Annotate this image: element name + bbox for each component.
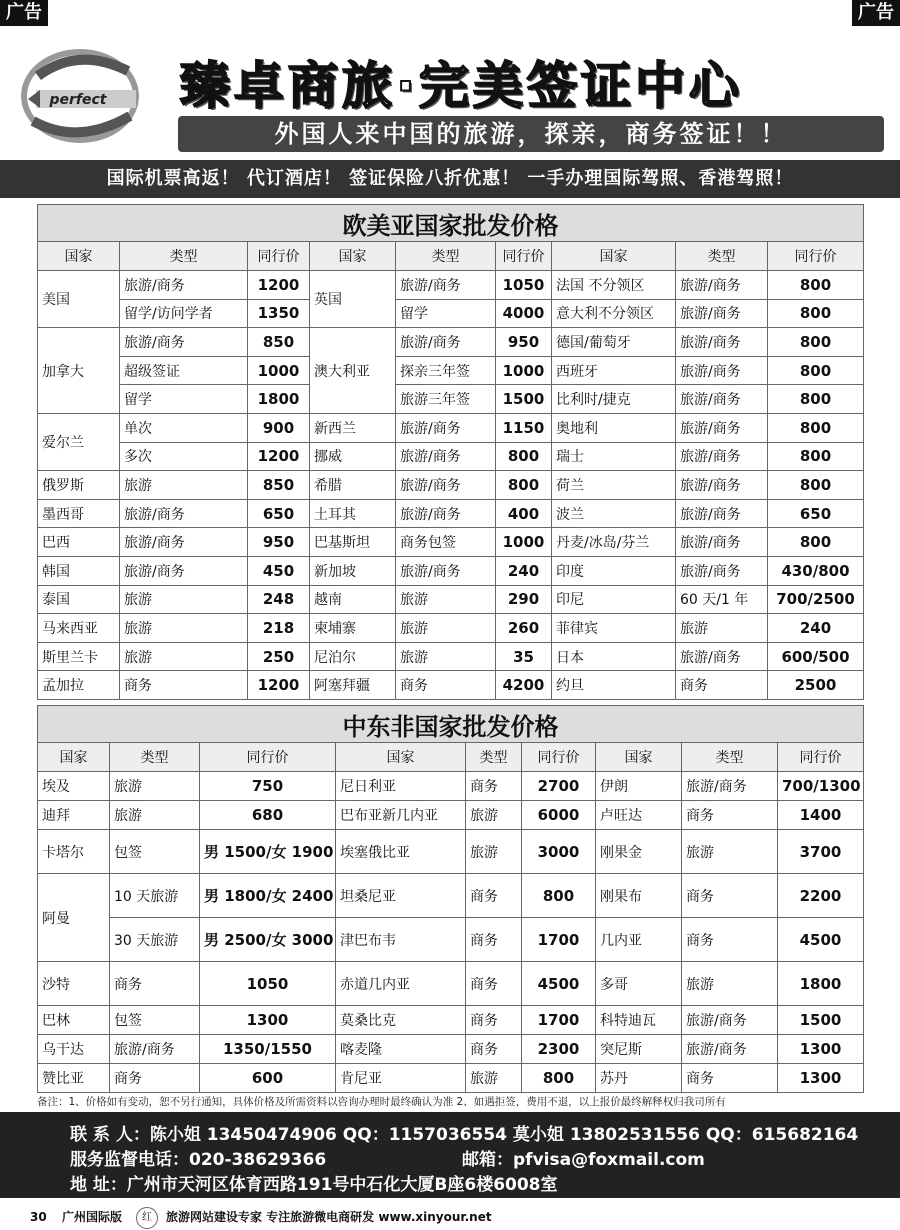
price-cell: 1050 [496,271,552,300]
price-cell: 1800 [248,385,310,414]
price-cell: 1300 [778,1064,864,1093]
country-cell: 菲律宾 [552,614,676,643]
column-header: 国家 [38,242,120,271]
type-cell: 旅游/商务 [396,499,496,528]
type-cell: 留学/访问学者 [120,299,248,328]
country-cell: 奥地利 [552,413,676,442]
type-cell: 超级签证 [120,356,248,385]
country-cell: 约旦 [552,671,676,700]
price-cell: 750 [200,772,336,801]
page-footer [0,1204,900,1230]
price-cell: 1500 [778,1006,864,1035]
country-cell: 赤道几内亚 [336,962,466,1006]
table-row [38,299,864,328]
brand-title: 臻卓商旅·完美签证中心 [180,57,743,115]
country-cell: 孟加拉 [38,671,120,700]
country-cell: 加拿大 [38,328,120,414]
price-cell: 4200 [496,671,552,700]
type-cell: 旅游/商务 [676,556,768,585]
type-cell: 旅游 [120,585,248,614]
type-cell: 旅游/商务 [682,1006,778,1035]
country-cell: 印度 [552,556,676,585]
country-cell: 印尼 [552,585,676,614]
table-row [38,499,864,528]
column-header: 国家 [552,242,676,271]
price-table-europe-america-asia [37,204,864,700]
price-cell: 1700 [522,1006,596,1035]
column-header: 类型 [676,242,768,271]
table-row [38,772,864,801]
page-number: 30 [30,1210,47,1224]
type-cell: 旅游/商务 [682,772,778,801]
price-cell: 1500 [496,385,552,414]
country-cell: 荷兰 [552,471,676,500]
country-cell: 柬埔寨 [310,614,396,643]
type-cell: 旅游 [396,614,496,643]
type-cell: 留学 [396,299,496,328]
country-cell: 巴林 [38,1006,110,1035]
type-cell: 旅游 [682,830,778,874]
perfect-logo [18,46,148,146]
price-cell: 680 [200,801,336,830]
type-cell: 商务 [676,671,768,700]
table-row [38,271,864,300]
column-header: 类型 [682,743,778,772]
country-cell: 乌干达 [38,1035,110,1064]
type-cell: 旅游/商务 [110,1035,200,1064]
country-cell: 苏丹 [596,1064,682,1093]
service-phone: 服务监督电话：020-38629366 [70,1150,327,1170]
country-cell: 挪威 [310,442,396,471]
price-cell: 800 [768,442,864,471]
price-cell: 800 [522,1064,596,1093]
country-cell: 英国 [310,271,396,328]
price-cell: 650 [768,499,864,528]
country-cell: 土耳其 [310,499,396,528]
country-cell: 比利时/捷克 [552,385,676,414]
price-cell: 2500 [768,671,864,700]
circle-logo-icon: 红 [136,1207,158,1229]
column-header: 国家 [38,743,110,772]
column-header: 类型 [396,242,496,271]
table-row [38,671,864,700]
email: 邮箱：pfvisa@foxmail.com [462,1150,705,1170]
country-cell: 刚果布 [596,874,682,918]
price-cell: 1200 [248,271,310,300]
slogan: 外国人来中国的旅游，探亲，商务签证！！ [178,116,884,152]
type-cell: 商务 [110,1064,200,1093]
price-cell: 1300 [778,1035,864,1064]
type-cell: 商务 [466,1006,522,1035]
price-cell: 1200 [248,671,310,700]
column-header: 同行价 [778,743,864,772]
type-cell: 旅游/商务 [676,356,768,385]
country-cell: 坦桑尼亚 [336,874,466,918]
address: 地 址：广州市天河区体育西路191号中石化大厦B座6楼6008室 [70,1175,558,1195]
type-cell: 旅游/商务 [120,556,248,585]
country-cell: 瑞士 [552,442,676,471]
type-cell: 旅游/商务 [676,471,768,500]
country-cell: 莫桑比克 [336,1006,466,1035]
price-cell: 800 [768,413,864,442]
type-cell: 旅游三年签 [396,385,496,414]
type-cell: 旅游/商务 [676,442,768,471]
type-cell: 旅游 [682,962,778,1006]
price-cell: 4500 [522,962,596,1006]
type-cell: 商务 [466,962,522,1006]
type-cell: 旅游 [466,1064,522,1093]
ad-label-right: 广告 [852,0,900,26]
price-cell: 600 [200,1064,336,1093]
type-cell: 商务 [120,671,248,700]
price-cell: 260 [496,614,552,643]
type-cell: 旅游/商务 [676,499,768,528]
price-cell: 700/2500 [768,585,864,614]
type-cell: 旅游/商务 [120,271,248,300]
price-cell: 900 [248,413,310,442]
country-cell: 马来西亚 [38,614,120,643]
type-cell: 旅游/商务 [676,528,768,557]
type-cell: 商务包签 [396,528,496,557]
table-row [38,962,864,1006]
table-row [38,801,864,830]
price-cell: 1050 [200,962,336,1006]
type-cell: 旅游 [120,614,248,643]
table-row [38,471,864,500]
column-header: 同行价 [200,743,336,772]
column-header: 同行价 [522,743,596,772]
country-cell: 尼泊尔 [310,642,396,671]
column-header: 同行价 [248,242,310,271]
table-row [38,528,864,557]
type-cell: 商务 [110,962,200,1006]
price-cell: 800 [768,528,864,557]
table-row [38,356,864,385]
table-row [38,874,864,918]
type-cell: 旅游 [396,642,496,671]
price-cell: 650 [248,499,310,528]
price-cell: 800 [496,442,552,471]
ad-label-left: 广告 [0,0,48,26]
price-cell: 800 [768,328,864,357]
table-row [38,328,864,357]
column-header: 类型 [120,242,248,271]
type-cell: 商务 [466,1035,522,1064]
type-cell: 旅游/商务 [676,385,768,414]
country-cell: 喀麦隆 [336,1035,466,1064]
country-cell: 迪拜 [38,801,110,830]
contact-panel [0,1112,900,1198]
country-cell: 津巴布韦 [336,918,466,962]
type-cell: 旅游/商务 [676,299,768,328]
column-header: 同行价 [768,242,864,271]
price-cell: 950 [248,528,310,557]
price-cell: 2700 [522,772,596,801]
price-cell: 4500 [778,918,864,962]
price-cell: 950 [496,328,552,357]
price-cell: 2300 [522,1035,596,1064]
table-row [38,918,864,962]
price-cell: 430/800 [768,556,864,585]
country-cell: 丹麦/冰岛/芬兰 [552,528,676,557]
price-cell: 240 [768,614,864,643]
country-cell: 巴基斯坦 [310,528,396,557]
type-cell: 旅游 [110,801,200,830]
table-row [38,556,864,585]
type-cell: 商务 [466,918,522,962]
type-cell: 旅游/商务 [396,413,496,442]
footer-tagline: 旅游网站建设专家 专注旅游微电商研发 www.xinyour.net [166,1210,492,1224]
type-cell: 旅游 [110,772,200,801]
price-cell: 男 2500/女 3000 [200,918,336,962]
price-cell: 3700 [778,830,864,874]
table-row [38,385,864,414]
country-cell: 澳大利亚 [310,328,396,414]
type-cell: 旅游/商务 [396,471,496,500]
column-header: 国家 [336,743,466,772]
type-cell: 旅游 [120,642,248,671]
price-cell: 240 [496,556,552,585]
price-cell: 2200 [778,874,864,918]
price-cell: 800 [768,356,864,385]
column-header: 国家 [596,743,682,772]
type-cell: 单次 [120,413,248,442]
country-cell: 美国 [38,271,120,328]
country-cell: 突尼斯 [596,1035,682,1064]
type-cell: 旅游 [120,471,248,500]
price-cell: 700/1300 [778,772,864,801]
logo-text: perfect [49,92,107,108]
table-row [38,642,864,671]
country-cell: 巴布亚新几内亚 [336,801,466,830]
type-cell: 包签 [110,830,200,874]
country-cell: 波兰 [552,499,676,528]
price-cell: 290 [496,585,552,614]
type-cell: 留学 [120,385,248,414]
price-cell: 1300 [200,1006,336,1035]
type-cell: 旅游/商务 [682,1035,778,1064]
type-cell: 旅游/商务 [120,499,248,528]
price-table-middle-east-africa [37,705,864,1093]
type-cell: 商务 [682,1064,778,1093]
price-cell: 850 [248,471,310,500]
type-cell: 旅游/商务 [676,328,768,357]
table-row [38,442,864,471]
type-cell: 商务 [682,801,778,830]
country-cell: 法国 不分领区 [552,271,676,300]
country-cell: 韩国 [38,556,120,585]
type-cell: 旅游 [466,830,522,874]
price-cell: 男 1800/女 2400 [200,874,336,918]
type-cell: 60 天/1 年 [676,585,768,614]
country-cell: 西班牙 [552,356,676,385]
type-cell: 30 天旅游 [110,918,200,962]
table-title: 欧美亚国家批发价格 [38,205,864,242]
price-cell: 800 [768,471,864,500]
type-cell: 旅游/商务 [676,413,768,442]
column-header: 类型 [110,743,200,772]
price-cell: 400 [496,499,552,528]
country-cell: 泰国 [38,585,120,614]
table-row [38,1064,864,1093]
type-cell: 包签 [110,1006,200,1035]
type-cell: 商务 [682,874,778,918]
price-cell: 1350/1550 [200,1035,336,1064]
country-cell: 俄罗斯 [38,471,120,500]
country-cell: 希腊 [310,471,396,500]
country-cell: 赞比亚 [38,1064,110,1093]
header [0,28,900,158]
column-header: 国家 [310,242,396,271]
price-cell: 600/500 [768,642,864,671]
country-cell: 巴西 [38,528,120,557]
country-cell: 刚果金 [596,830,682,874]
country-cell: 阿曼 [38,874,110,962]
price-cell: 1150 [496,413,552,442]
price-cell: 1000 [496,528,552,557]
type-cell: 商务 [396,671,496,700]
country-cell: 伊朗 [596,772,682,801]
type-cell: 商务 [466,874,522,918]
type-cell: 旅游/商务 [676,642,768,671]
table-row [38,413,864,442]
country-cell: 卡塔尔 [38,830,110,874]
price-cell: 3000 [522,830,596,874]
country-cell: 日本 [552,642,676,671]
country-cell: 科特迪瓦 [596,1006,682,1035]
country-cell: 意大利不分领区 [552,299,676,328]
type-cell: 旅游/商务 [396,442,496,471]
price-cell: 1800 [778,962,864,1006]
price-cell: 850 [248,328,310,357]
price-cell: 1350 [248,299,310,328]
country-cell: 尼日利亚 [336,772,466,801]
promo-banner: 国际机票高返！ 代订酒店！ 签证保险八折优惠！ 一手办理国际驾照、香港驾照！ [0,160,900,198]
country-cell: 多哥 [596,962,682,1006]
table-title: 中东非国家批发价格 [38,706,864,743]
price-cell: 4000 [496,299,552,328]
type-cell: 旅游/商务 [396,328,496,357]
type-cell: 旅游/商务 [396,271,496,300]
price-cell: 1000 [248,356,310,385]
price-cell: 250 [248,642,310,671]
table-row [38,614,864,643]
column-header: 类型 [466,743,522,772]
price-cell: 1000 [496,356,552,385]
price-cell: 35 [496,642,552,671]
country-cell: 埃及 [38,772,110,801]
type-cell: 多次 [120,442,248,471]
country-cell: 新加坡 [310,556,396,585]
remarks: 备注：1、价格如有变动，恕不另行通知，具体价格及所需资料以咨询办理时最终确认为准 2、如遇拒签，费用不退，以上报价最终解释权归我司所有 [37,1096,726,1108]
price-cell: 450 [248,556,310,585]
type-cell: 旅游 [396,585,496,614]
price-cell: 248 [248,585,310,614]
type-cell: 旅游/商务 [120,528,248,557]
country-cell: 斯里兰卡 [38,642,120,671]
price-cell: 1700 [522,918,596,962]
table-row [38,1006,864,1035]
price-cell: 男 1500/女 1900 [200,830,336,874]
type-cell: 旅游 [466,801,522,830]
contact-persons: 联 系 人：陈小姐 13450474906 QQ：1157036554 莫小姐 13802531556 QQ：615682164 [70,1125,859,1145]
country-cell: 埃塞俄比亚 [336,830,466,874]
type-cell: 旅游/商务 [676,271,768,300]
type-cell: 探亲三年签 [396,356,496,385]
price-cell: 800 [496,471,552,500]
price-cell: 1400 [778,801,864,830]
country-cell: 墨西哥 [38,499,120,528]
price-cell: 6000 [522,801,596,830]
type-cell: 商务 [466,772,522,801]
country-cell: 爱尔兰 [38,413,120,470]
type-cell: 商务 [682,918,778,962]
country-cell: 越南 [310,585,396,614]
country-cell: 沙特 [38,962,110,1006]
table-row [38,585,864,614]
type-cell: 10 天旅游 [110,874,200,918]
country-cell: 肯尼亚 [336,1064,466,1093]
type-cell: 旅游 [676,614,768,643]
price-cell: 218 [248,614,310,643]
country-cell: 几内亚 [596,918,682,962]
country-cell: 阿塞拜疆 [310,671,396,700]
type-cell: 旅游/商务 [396,556,496,585]
country-cell: 德国/葡萄牙 [552,328,676,357]
column-header: 同行价 [496,242,552,271]
price-cell: 800 [768,385,864,414]
country-cell: 卢旺达 [596,801,682,830]
edition-name: 广州国际版 [62,1210,123,1224]
price-cell: 800 [522,874,596,918]
price-cell: 800 [768,299,864,328]
table-row [38,1035,864,1064]
table-row [38,830,864,874]
type-cell: 旅游/商务 [120,328,248,357]
country-cell: 新西兰 [310,413,396,442]
price-cell: 1200 [248,442,310,471]
price-cell: 800 [768,271,864,300]
